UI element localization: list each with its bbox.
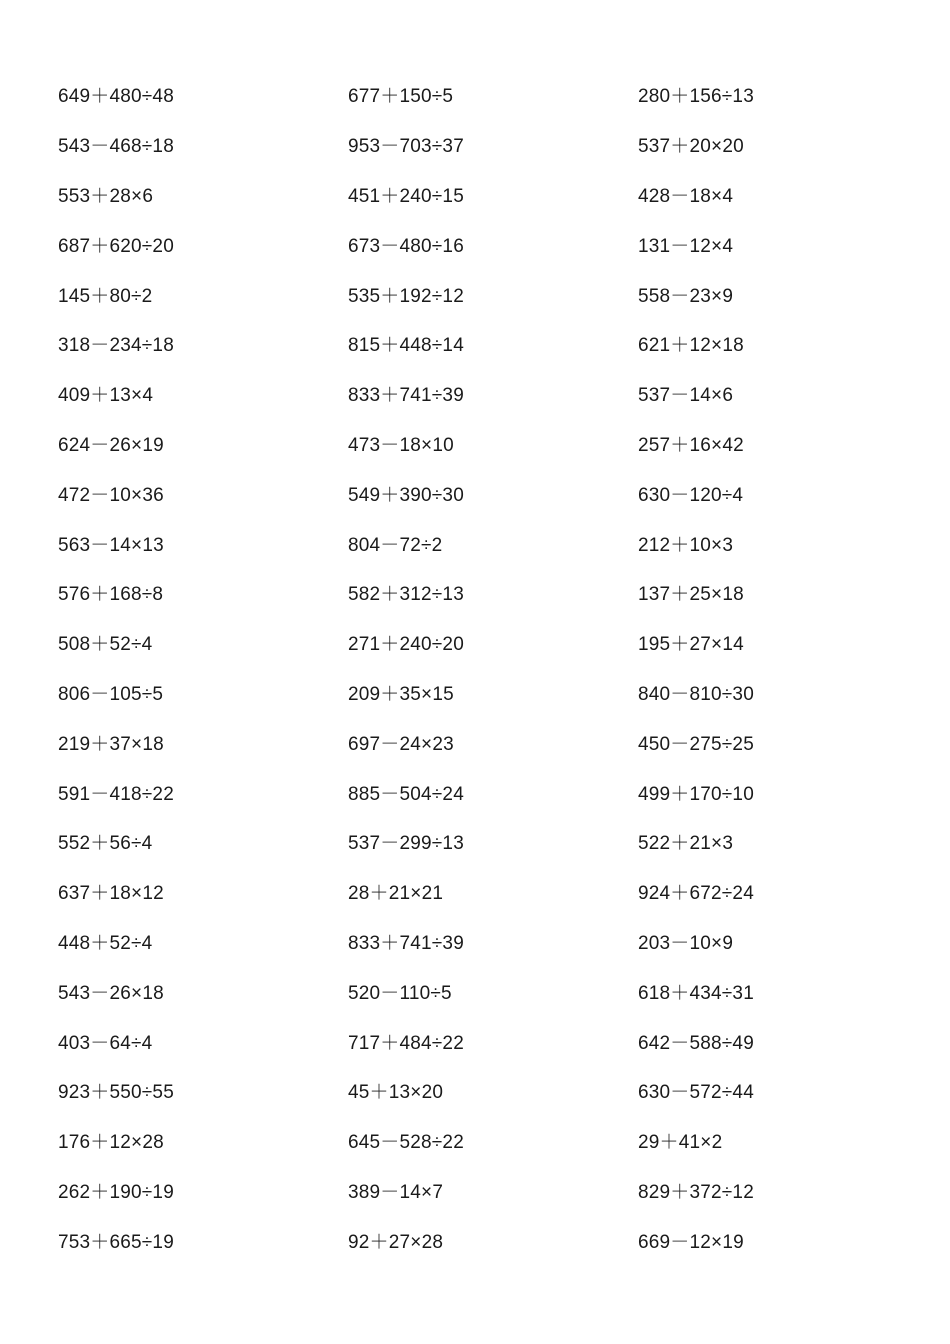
math-problem: 840－810÷30: [638, 683, 754, 705]
math-problem: 669－12×19: [638, 1231, 744, 1253]
math-problem: 176＋12×28: [58, 1132, 164, 1154]
math-problem: 552＋56÷4: [58, 833, 153, 855]
math-problem: 924＋672÷24: [638, 883, 754, 905]
math-problem: 318－234÷18: [58, 335, 174, 357]
math-problem: 219＋37×18: [58, 733, 164, 755]
math-problem: 804－72÷2: [348, 534, 443, 556]
math-problem: 209＋35×15: [348, 683, 454, 705]
math-problem: 753＋665÷19: [58, 1231, 174, 1253]
math-problem: 262＋190÷19: [58, 1181, 174, 1203]
math-problem: 450－275÷25: [638, 733, 754, 755]
problem-grid: [58, 72, 918, 1267]
math-problem: 499＋170÷10: [638, 783, 754, 805]
math-problem: 576＋168÷8: [58, 584, 164, 606]
math-problem: 717＋484÷22: [348, 1032, 464, 1054]
math-problem: 697－24×23: [348, 733, 454, 755]
math-problem: 45＋13×20: [348, 1082, 444, 1104]
math-problem: 409＋13×4: [58, 385, 154, 407]
math-problem: 29＋41×2: [638, 1132, 723, 1154]
math-problem: 403－64÷4: [58, 1032, 153, 1054]
math-problem: 212＋10×3: [638, 534, 734, 556]
math-problem: 428－18×4: [638, 185, 734, 207]
math-problem: 145＋80÷2: [58, 285, 153, 307]
math-problem: 537－14×6: [638, 385, 734, 407]
math-problem: 508＋52÷4: [58, 634, 153, 656]
math-problem: 537－299÷13: [348, 833, 464, 855]
math-problem: 815＋448÷14: [348, 335, 464, 357]
math-problem: 271＋240÷20: [348, 634, 464, 656]
math-problem: 137＋25×18: [638, 584, 744, 606]
math-problem: 563－14×13: [58, 534, 164, 556]
math-problem: 543－26×18: [58, 982, 164, 1004]
math-problem: 280＋156÷13: [638, 86, 754, 108]
math-problem: 637＋18×12: [58, 883, 164, 905]
math-problem: 953－703÷37: [348, 136, 464, 158]
math-problem: 591－418÷22: [58, 783, 174, 805]
math-problem: 677＋150÷5: [348, 86, 454, 108]
math-problem: 833＋741÷39: [348, 932, 464, 954]
math-problem: 522＋21×3: [638, 833, 734, 855]
math-problem: 257＋16×42: [638, 434, 744, 456]
math-problem: 673－480÷16: [348, 235, 464, 257]
math-problem: 624－26×19: [58, 434, 164, 456]
math-problem: 582＋312÷13: [348, 584, 464, 606]
math-problem: 203－10×9: [638, 932, 734, 954]
math-problem: 535＋192÷12: [348, 285, 464, 307]
math-problem: 630－120÷4: [638, 484, 744, 506]
math-problem: 642－588÷49: [638, 1032, 754, 1054]
math-problem: 451＋240÷15: [348, 185, 464, 207]
math-problem: 537＋20×20: [638, 136, 744, 158]
math-problem: 28＋21×21: [348, 883, 444, 905]
math-problem: 885－504÷24: [348, 783, 464, 805]
math-problem: 472－10×36: [58, 484, 164, 506]
math-problem: 687＋620÷20: [58, 235, 174, 257]
math-problem: 649＋480÷48: [58, 86, 174, 108]
math-problem: 389－14×7: [348, 1181, 444, 1203]
math-problem: 473－18×10: [348, 434, 454, 456]
math-problem: 92＋27×28: [348, 1231, 444, 1253]
math-problem: 448＋52÷4: [58, 932, 153, 954]
math-problem: 195＋27×14: [638, 634, 744, 656]
math-problem: 621＋12×18: [638, 335, 744, 357]
math-problem: 549＋390÷30: [348, 484, 464, 506]
math-problem: 618＋434÷31: [638, 982, 754, 1004]
math-problem: 645－528÷22: [348, 1132, 464, 1154]
math-problem: 833＋741÷39: [348, 385, 464, 407]
math-problem: 553＋28×6: [58, 185, 154, 207]
math-problem: 829＋372÷12: [638, 1181, 754, 1203]
math-problem: 630－572÷44: [638, 1082, 754, 1104]
math-problem: 520－110÷5: [348, 982, 452, 1004]
math-problem: 806－105÷5: [58, 683, 164, 705]
math-problem: 131－12×4: [638, 235, 734, 257]
math-problem: 923＋550÷55: [58, 1082, 174, 1104]
math-problem: 558－23×9: [638, 285, 734, 307]
math-problem: 543－468÷18: [58, 136, 174, 158]
